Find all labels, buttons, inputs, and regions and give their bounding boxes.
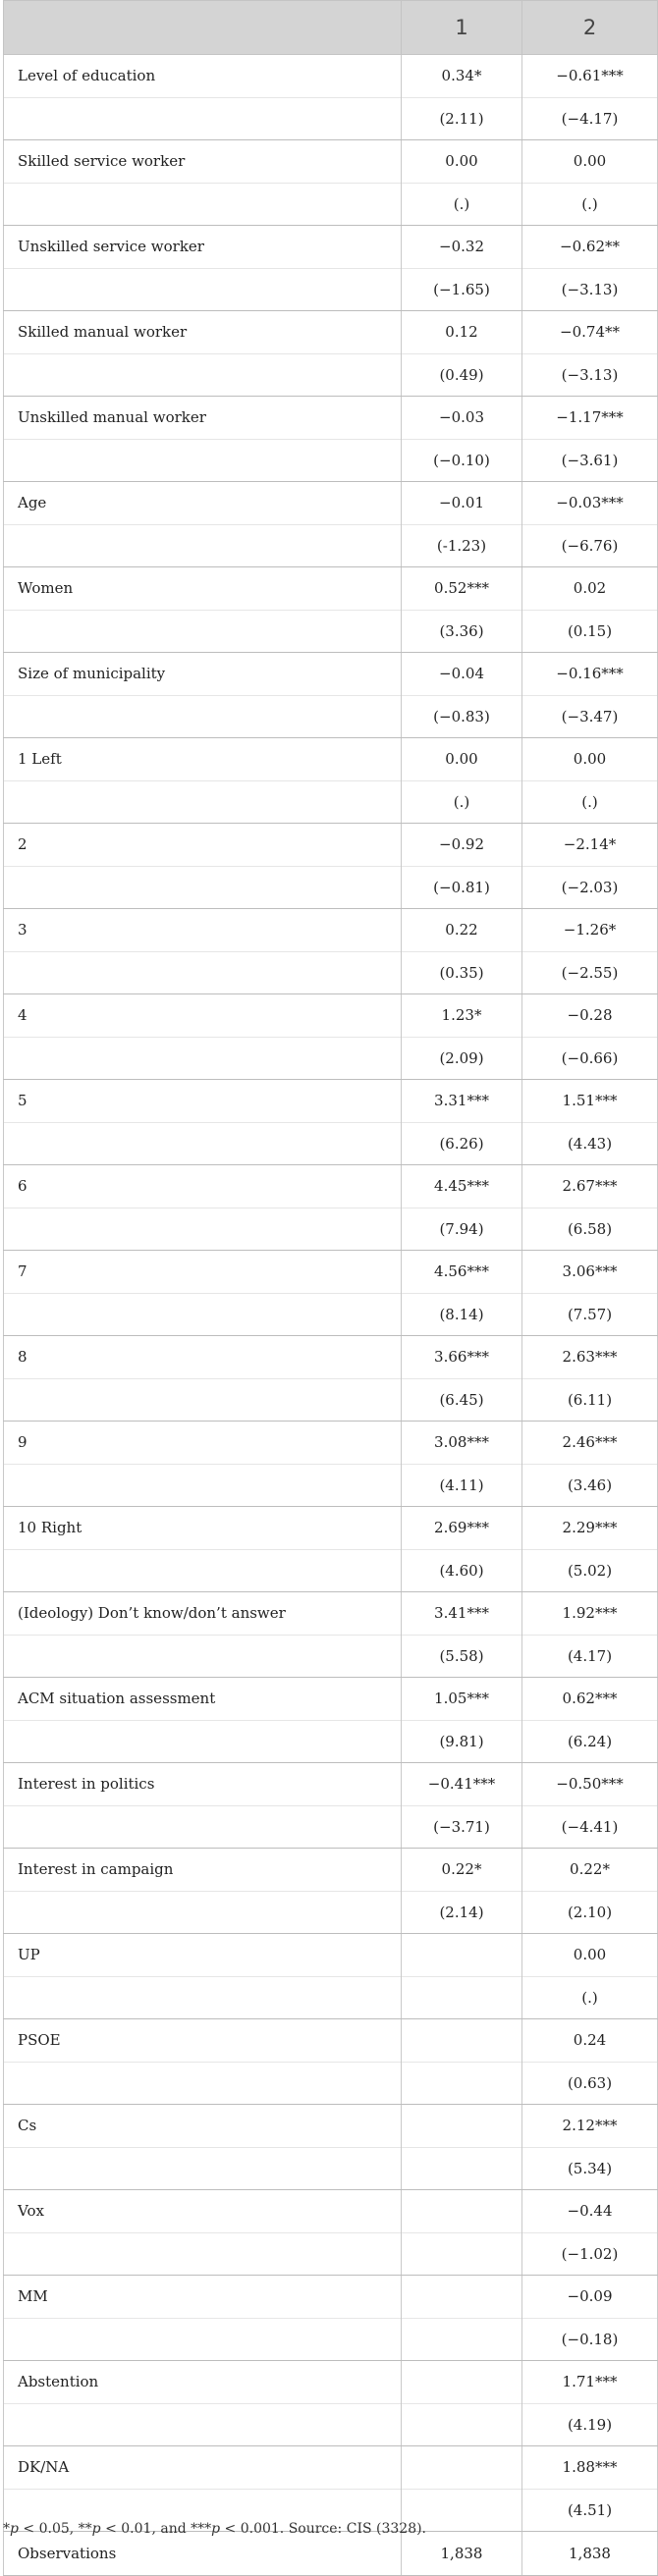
table-row-tstat (4, 780, 658, 824)
tstat-model-2: (4.17) (522, 1635, 658, 1678)
table-row-tstat (4, 1464, 658, 1507)
tstat-model-1: (−0.81) (402, 866, 522, 909)
coef-model-1: 0.00 (402, 140, 522, 184)
row-label-empty (4, 439, 402, 482)
row-label-empty (4, 780, 402, 824)
coef-model-1: 3.31*** (402, 1080, 522, 1123)
table-row (4, 1422, 658, 1465)
observations-model-1: 1,838 (402, 2532, 522, 2576)
tstat-model-1: (-1.23) (402, 524, 522, 567)
coef-model-1: −0.32 (402, 226, 522, 269)
coef-model-1 (402, 2446, 522, 2490)
footnote-t1: < 0.05, ** (18, 2521, 92, 2537)
table-row (4, 909, 658, 952)
table-row-tstat (4, 1378, 658, 1422)
table-footnote (3, 2521, 426, 2537)
coef-model-1: 0.22 (402, 909, 522, 952)
row-label: Interest in politics (4, 1763, 402, 1806)
coef-model-2: −0.61*** (522, 55, 658, 98)
tstat-model-2: (0.63) (522, 2062, 658, 2105)
table-row (4, 55, 658, 98)
table-row (4, 311, 658, 354)
table-row-tstat (4, 1891, 658, 1934)
table-row (4, 2190, 658, 2233)
coef-model-1: 0.52*** (402, 567, 522, 611)
row-label: UP (4, 1934, 402, 1977)
row-label-empty (4, 1976, 402, 2019)
row-label: Unskilled manual worker (4, 397, 402, 440)
tstat-model-1: (.) (402, 183, 522, 226)
tstat-model-1: (2.11) (402, 97, 522, 140)
row-label: Cs (4, 2105, 402, 2148)
footnote-t3: < 0.001. Source: CIS (3328). (220, 2521, 427, 2537)
coef-model-1 (402, 1934, 522, 1977)
coef-model-1 (402, 2105, 522, 2148)
row-label: Size of municipality (4, 653, 402, 696)
coef-model-1 (402, 2019, 522, 2063)
table-row-tstat (4, 2403, 658, 2446)
row-label-empty (4, 1378, 402, 1422)
coef-model-1: 3.41*** (402, 1592, 522, 1636)
regression-table-container (3, 0, 657, 2576)
coef-model-2: −2.14* (522, 824, 658, 867)
table-row-tstat (4, 1635, 658, 1678)
tstat-model-2: (−3.13) (522, 353, 658, 397)
observations-row (4, 2532, 658, 2576)
tstat-model-2: (4.51) (522, 2489, 658, 2532)
row-label-empty (4, 1037, 402, 1080)
row-label: 1 Left (4, 738, 402, 781)
coef-model-2: 2.46*** (522, 1422, 658, 1465)
coef-model-2: 2.67*** (522, 1165, 658, 1208)
footnote-p3: p (211, 2521, 221, 2537)
row-label-empty (4, 695, 402, 738)
coef-model-2: −0.44 (522, 2190, 658, 2233)
table-row (4, 1165, 658, 1208)
table-row-tstat (4, 610, 658, 653)
row-label-empty (4, 183, 402, 226)
coef-model-2: 2.29*** (522, 1507, 658, 1550)
coef-model-1: 0.34* (402, 55, 522, 98)
row-label-empty (4, 524, 402, 567)
tstat-model-1: (6.26) (402, 1122, 522, 1165)
table-row-tstat (4, 1720, 658, 1763)
tstat-model-1: (4.11) (402, 1464, 522, 1507)
table-row (4, 2446, 658, 2490)
tstat-model-2: (−2.55) (522, 951, 658, 994)
tstat-model-1: (8.14) (402, 1293, 522, 1336)
row-label: ACM situation assessment (4, 1678, 402, 1721)
coef-model-2: −0.09 (522, 2276, 658, 2319)
row-label-empty (4, 353, 402, 397)
row-label: 5 (4, 1080, 402, 1123)
coef-model-2: 1.88*** (522, 2446, 658, 2490)
tstat-model-1 (402, 2062, 522, 2105)
tstat-model-1: (−0.10) (402, 439, 522, 482)
row-label-empty (4, 97, 402, 140)
row-label: 3 (4, 909, 402, 952)
table-row-tstat (4, 695, 658, 738)
coef-model-2: 1.51*** (522, 1080, 658, 1123)
row-label-empty (4, 1805, 402, 1849)
footnote-p1: p (10, 2521, 19, 2537)
table-row (4, 1336, 658, 1379)
row-label-empty (4, 1549, 402, 1592)
tstat-model-2: (−3.13) (522, 268, 658, 311)
coef-model-2: −0.03*** (522, 482, 658, 525)
tstat-model-2: (−3.47) (522, 695, 658, 738)
row-label-empty (4, 951, 402, 994)
coef-model-1: −0.03 (402, 397, 522, 440)
row-label-empty (4, 2232, 402, 2276)
tstat-model-2: (0.15) (522, 610, 658, 653)
tstat-model-2: (2.10) (522, 1891, 658, 1934)
coef-model-2: −1.17*** (522, 397, 658, 440)
row-label: Age (4, 482, 402, 525)
table-row-tstat (4, 2232, 658, 2276)
tstat-model-2: (.) (522, 1976, 658, 2019)
tstat-model-2: (6.11) (522, 1378, 658, 1422)
table-row-tstat (4, 268, 658, 311)
coef-model-1: 4.45*** (402, 1165, 522, 1208)
tstat-model-1: (2.14) (402, 1891, 522, 1934)
header-model-2: 2 (522, 1, 658, 55)
coef-model-1: 2.69*** (402, 1507, 522, 1550)
coef-model-2: 2.12*** (522, 2105, 658, 2148)
row-label-empty (4, 2403, 402, 2446)
tstat-model-2: (−0.18) (522, 2318, 658, 2361)
table-row (4, 397, 658, 440)
tstat-model-2: (−0.66) (522, 1037, 658, 1080)
coef-model-2: 2.63*** (522, 1336, 658, 1379)
coef-model-2: 0.24 (522, 2019, 658, 2063)
table-row-tstat (4, 1549, 658, 1592)
coef-model-1 (402, 2190, 522, 2233)
row-label: 9 (4, 1422, 402, 1465)
table-row (4, 2361, 658, 2404)
table-row (4, 1678, 658, 1721)
tstat-model-2: (−2.03) (522, 866, 658, 909)
row-label: Level of education (4, 55, 402, 98)
row-label-empty (4, 1891, 402, 1934)
row-label: Women (4, 567, 402, 611)
tstat-model-1: (6.45) (402, 1378, 522, 1422)
table-body (4, 55, 658, 2576)
coef-model-2: −0.16*** (522, 653, 658, 696)
tstat-model-1: (0.49) (402, 353, 522, 397)
table-row (4, 738, 658, 781)
coef-model-2: 1.92*** (522, 1592, 658, 1636)
coef-model-2: 0.22* (522, 1849, 658, 1892)
table-row-tstat (4, 439, 658, 482)
row-label: Vox (4, 2190, 402, 2233)
table-row (4, 994, 658, 1038)
table-row-tstat (4, 1122, 658, 1165)
tstat-model-1: (0.35) (402, 951, 522, 994)
tstat-model-2: (−1.02) (522, 2232, 658, 2276)
tstat-model-1: (−0.83) (402, 695, 522, 738)
row-label: 4 (4, 994, 402, 1038)
coef-model-1: 3.08*** (402, 1422, 522, 1465)
footnote-star: * (3, 2521, 10, 2537)
table-row-tstat (4, 183, 658, 226)
table-row (4, 482, 658, 525)
table-row (4, 1507, 658, 1550)
coef-model-1: 1.23* (402, 994, 522, 1038)
tstat-model-1: (2.09) (402, 1037, 522, 1080)
tstat-model-1 (402, 2318, 522, 2361)
tstat-model-2: (6.24) (522, 1720, 658, 1763)
table-row-tstat (4, 951, 658, 994)
row-label: Abstention (4, 2361, 402, 2404)
table-row (4, 824, 658, 867)
table-row-tstat (4, 2318, 658, 2361)
coef-model-1: −0.41*** (402, 1763, 522, 1806)
coef-model-1: 4.56*** (402, 1251, 522, 1294)
table-row (4, 140, 658, 184)
tstat-model-2: (−4.17) (522, 97, 658, 140)
tstat-model-2: (.) (522, 780, 658, 824)
coef-model-1: −0.92 (402, 824, 522, 867)
footnote-p2: p (91, 2521, 101, 2537)
coef-model-2: 3.06*** (522, 1251, 658, 1294)
table-row (4, 2105, 658, 2148)
table-row-tstat (4, 2062, 658, 2105)
footnote-t2: < 0.01, and *** (100, 2521, 212, 2537)
coef-model-1: −0.01 (402, 482, 522, 525)
tstat-model-1 (402, 2403, 522, 2446)
table-row-tstat (4, 353, 658, 397)
table-row (4, 1763, 658, 1806)
coef-model-2: 0.00 (522, 140, 658, 184)
tstat-model-2: (4.43) (522, 1122, 658, 1165)
row-label-empty (4, 1208, 402, 1251)
tstat-model-2: (3.46) (522, 1464, 658, 1507)
table-row (4, 2276, 658, 2319)
coef-model-2: 0.62*** (522, 1678, 658, 1721)
coef-model-1 (402, 2276, 522, 2319)
table-row-tstat (4, 866, 658, 909)
tstat-model-1: (7.94) (402, 1208, 522, 1251)
header-model-1: 1 (402, 1, 522, 55)
table-row-tstat (4, 524, 658, 567)
header-row (4, 1, 658, 55)
table-row-tstat (4, 97, 658, 140)
tstat-model-1: (5.58) (402, 1635, 522, 1678)
tstat-model-2: (4.19) (522, 2403, 658, 2446)
tstat-model-2: (−4.41) (522, 1805, 658, 1849)
observations-label: Observations (4, 2532, 402, 2576)
coef-model-2: 0.00 (522, 1934, 658, 1977)
coef-model-2: −0.74** (522, 311, 658, 354)
table-row (4, 1592, 658, 1636)
table-row (4, 226, 658, 269)
tstat-model-1: (4.60) (402, 1549, 522, 1592)
coef-model-1: 0.22* (402, 1849, 522, 1892)
table-row (4, 2019, 658, 2063)
row-label-empty (4, 1720, 402, 1763)
coef-model-1: 0.00 (402, 738, 522, 781)
coef-model-2: 0.02 (522, 567, 658, 611)
row-label-empty (4, 866, 402, 909)
row-label-empty (4, 1464, 402, 1507)
coef-model-1: 3.66*** (402, 1336, 522, 1379)
observations-model-2: 1,838 (522, 2532, 658, 2576)
row-label: 7 (4, 1251, 402, 1294)
row-label: MM (4, 2276, 402, 2319)
row-label-empty (4, 2062, 402, 2105)
table-row (4, 653, 658, 696)
row-label-empty (4, 610, 402, 653)
coef-model-1 (402, 2361, 522, 2404)
tstat-model-2: (7.57) (522, 1293, 658, 1336)
coef-model-2: 1.71*** (522, 2361, 658, 2404)
tstat-model-1: (−3.71) (402, 1805, 522, 1849)
tstat-model-2: (5.34) (522, 2147, 658, 2190)
row-label-empty (4, 1293, 402, 1336)
coef-model-1: −0.04 (402, 653, 522, 696)
tstat-model-1: (3.36) (402, 610, 522, 653)
row-label: Skilled service worker (4, 140, 402, 184)
table-row-tstat (4, 1208, 658, 1251)
header-blank (4, 1, 402, 55)
table-row (4, 567, 658, 611)
row-label-empty (4, 1635, 402, 1678)
row-label-empty (4, 2147, 402, 2190)
table-row-tstat (4, 1976, 658, 2019)
row-label: PSOE (4, 2019, 402, 2063)
tstat-model-1 (402, 1976, 522, 2019)
coef-model-1: 0.12 (402, 311, 522, 354)
table-row (4, 1934, 658, 1977)
tstat-model-2: (.) (522, 183, 658, 226)
row-label-empty (4, 1122, 402, 1165)
tstat-model-1: (.) (402, 780, 522, 824)
row-label-empty (4, 268, 402, 311)
tstat-model-2: (−6.76) (522, 524, 658, 567)
row-label: Interest in campaign (4, 1849, 402, 1892)
coef-model-2: −0.50*** (522, 1763, 658, 1806)
tstat-model-2: (6.58) (522, 1208, 658, 1251)
table-row-tstat (4, 1805, 658, 1849)
row-label: 6 (4, 1165, 402, 1208)
tstat-model-2: (−3.61) (522, 439, 658, 482)
row-label: (Ideology) Don’t know/don’t answer (4, 1592, 402, 1636)
row-label: Skilled manual worker (4, 311, 402, 354)
tstat-model-1 (402, 2147, 522, 2190)
row-label: 8 (4, 1336, 402, 1379)
coef-model-1: 1.05*** (402, 1678, 522, 1721)
table-row-tstat (4, 2147, 658, 2190)
tstat-model-2: (5.02) (522, 1549, 658, 1592)
row-label-empty (4, 2318, 402, 2361)
tstat-model-1 (402, 2232, 522, 2276)
coef-model-2: −1.26* (522, 909, 658, 952)
tstat-model-1: (−1.65) (402, 268, 522, 311)
table-row-tstat (4, 1037, 658, 1080)
coef-model-2: 0.00 (522, 738, 658, 781)
table-row (4, 1849, 658, 1892)
coef-model-2: −0.62** (522, 226, 658, 269)
row-label: 10 Right (4, 1507, 402, 1550)
regression-table (3, 0, 658, 2576)
tstat-model-1: (9.81) (402, 1720, 522, 1763)
row-label: 2 (4, 824, 402, 867)
table-row (4, 1251, 658, 1294)
coef-model-2: −0.28 (522, 994, 658, 1038)
row-label: DK/NA (4, 2446, 402, 2490)
table-row-tstat (4, 1293, 658, 1336)
table-row (4, 1080, 658, 1123)
row-label: Unskilled service worker (4, 226, 402, 269)
